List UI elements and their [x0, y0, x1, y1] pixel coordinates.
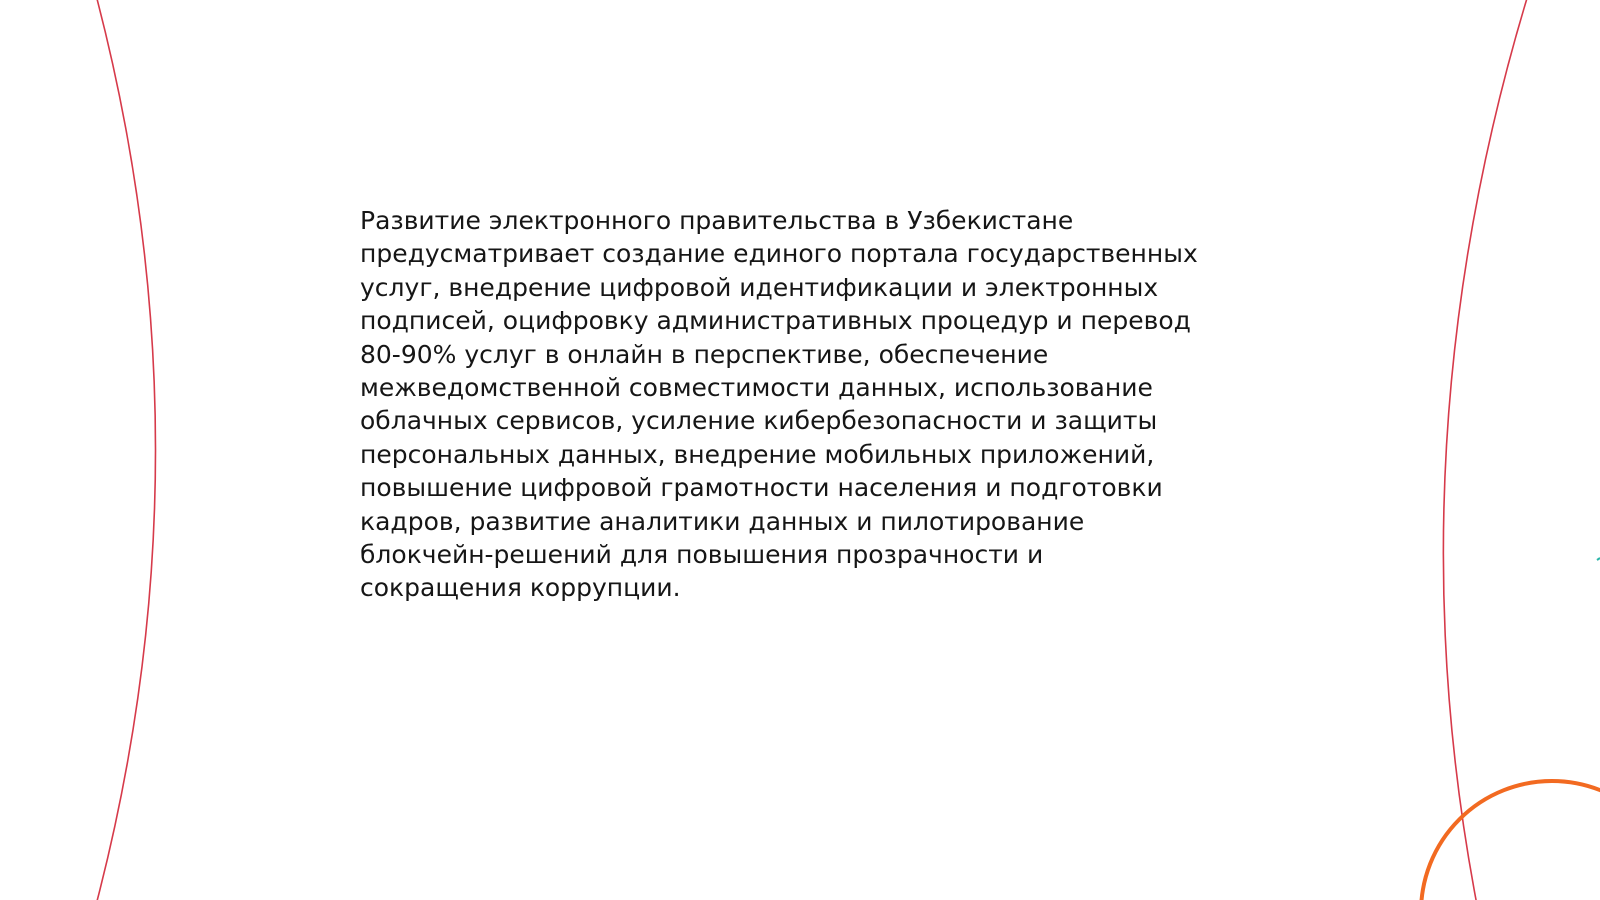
paragraph-line: блокчейн-решений для повышения прозрачности и — [360, 540, 1044, 570]
paragraph-line: 80-90% услуг в онлайн в перспективе, обеспечение — [360, 339, 1049, 369]
paragraph-line: облачных сервисов, усиление кибербезопасности и защиты — [360, 406, 1158, 436]
paragraph-line: предусматривает создание единого портала государственных — [360, 239, 1198, 269]
paragraph-line: кадров, развитие аналитики данных и пилотирование — [360, 506, 1085, 536]
paragraph-line: сокращения коррупции. — [360, 573, 681, 603]
paragraph-line: персональных данных, внедрение мобильных приложений, — [360, 439, 1155, 469]
paragraph-line: повышение цифровой грамотности населения и подготовки — [360, 473, 1163, 503]
corner-orange-circle — [1421, 781, 1600, 900]
left-arc — [96, 0, 156, 900]
main-paragraph — [360, 204, 1240, 605]
paragraph-line: услуг, внедрение цифровой идентификации и электронных — [360, 272, 1159, 302]
paragraph-line: подписей, оцифровку административных процедур и перевод — [360, 306, 1191, 336]
right-arc — [1443, 0, 1528, 900]
paragraph-line: межведомственной совместимости данных, использование — [360, 373, 1153, 403]
paragraph-line: Развитие электронного правительства в Узбекистане — [360, 206, 1074, 235]
